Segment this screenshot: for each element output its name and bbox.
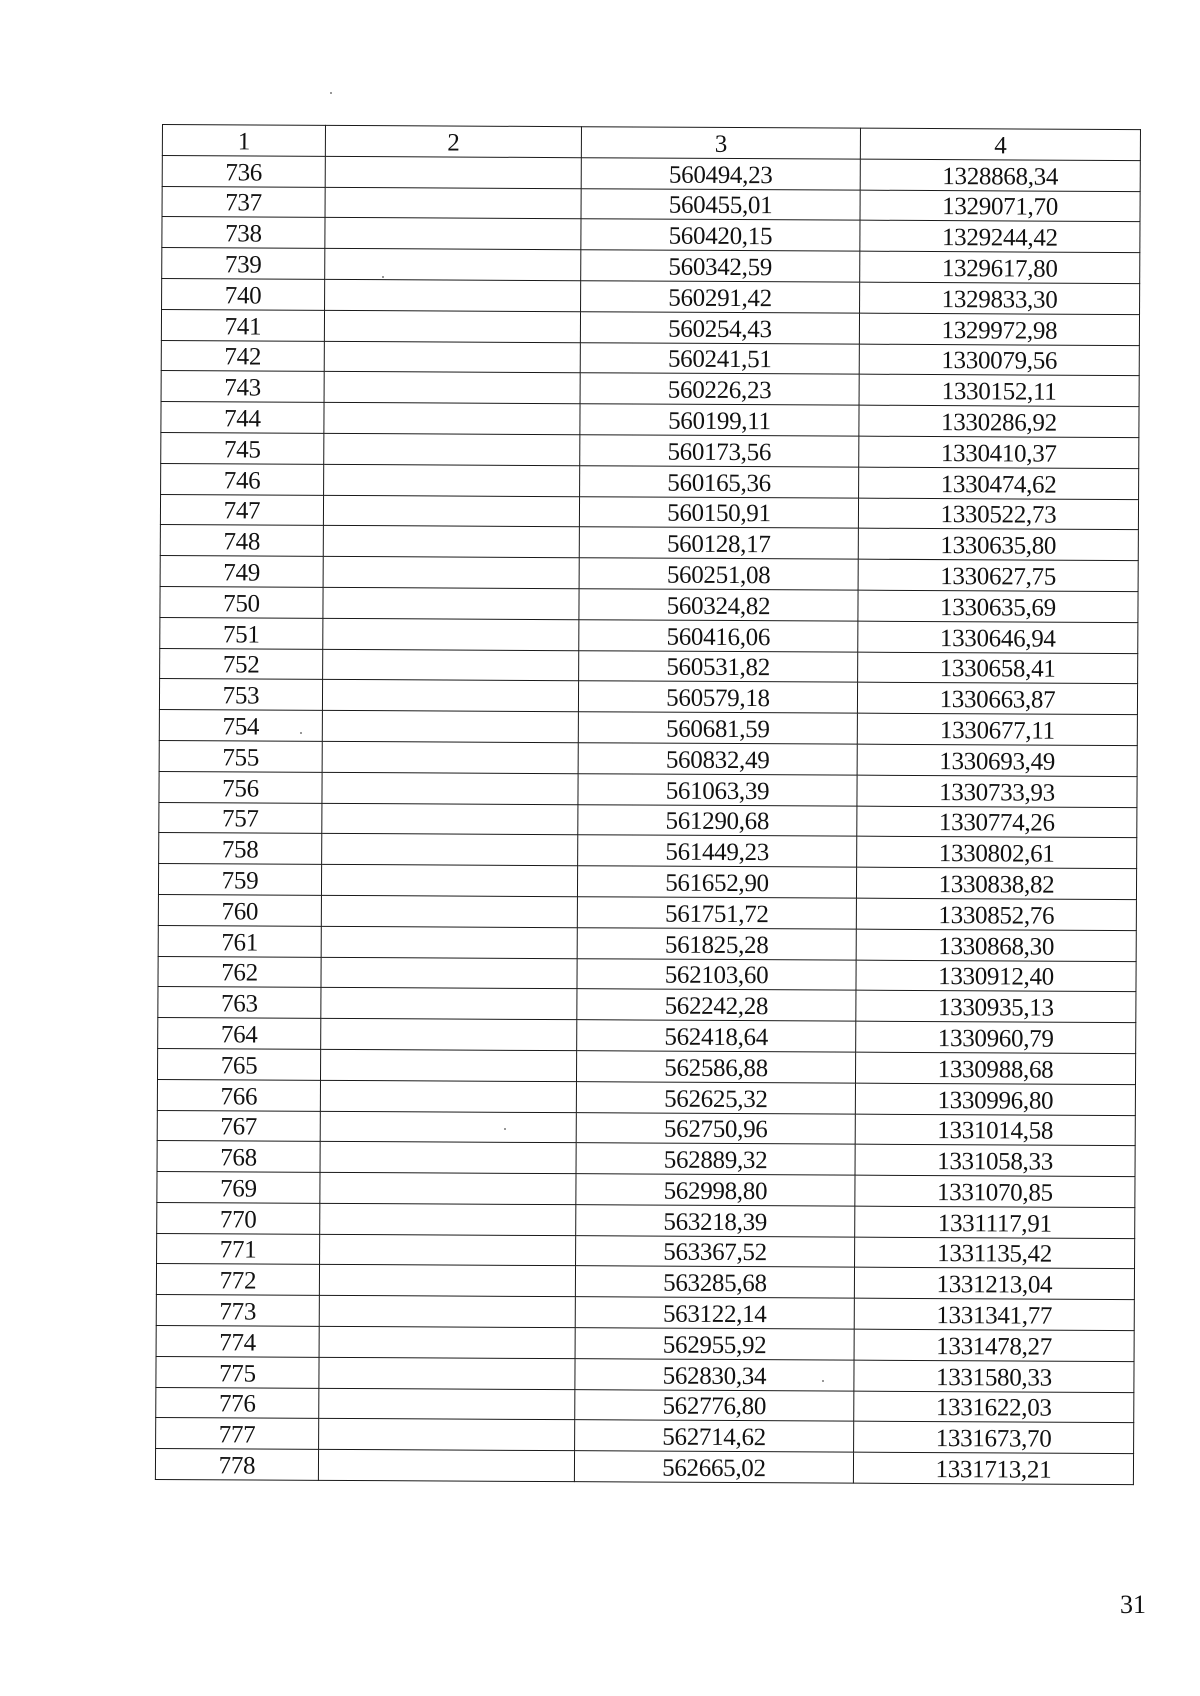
y-coordinate-cell: 1329833,30 [860, 282, 1140, 314]
x-coordinate-cell: 560832,49 [578, 743, 857, 775]
y-coordinate-cell: 1330733,93 [857, 775, 1137, 807]
x-coordinate-cell: 562776,80 [575, 1389, 854, 1421]
point-number-cell: 777 [156, 1418, 319, 1450]
x-coordinate-cell: 562889,32 [576, 1143, 855, 1175]
point-number-cell: 749 [160, 556, 323, 588]
point-number-cell: 760 [158, 894, 321, 926]
point-number-cell: 770 [157, 1202, 320, 1234]
y-coordinate-cell: 1330522,73 [858, 498, 1138, 530]
column-2-cell [319, 1388, 575, 1420]
x-coordinate-cell: 561063,39 [578, 773, 857, 805]
column-2-cell [320, 1203, 576, 1235]
point-number-cell: 761 [158, 925, 321, 957]
y-coordinate-cell: 1329617,80 [860, 251, 1140, 283]
point-number-cell: 764 [158, 1018, 321, 1050]
table-row [161, 309, 1139, 345]
y-coordinate-cell: 1331135,42 [855, 1237, 1135, 1269]
table-row [159, 710, 1137, 746]
table-row [159, 771, 1137, 807]
y-coordinate-cell: 1328868,34 [860, 159, 1140, 191]
x-coordinate-cell: 562830,34 [575, 1359, 854, 1391]
y-coordinate-cell: 1331341,77 [854, 1298, 1134, 1330]
x-coordinate-cell: 563285,68 [575, 1266, 854, 1298]
table-row [156, 1418, 1134, 1454]
column-2-cell [323, 649, 579, 681]
point-number-cell: 774 [156, 1326, 319, 1358]
column-2-cell [321, 1018, 577, 1050]
table-row [156, 1356, 1134, 1392]
table-row [160, 648, 1138, 684]
column-2-cell [322, 834, 578, 866]
y-coordinate-cell: 1330988,68 [855, 1052, 1135, 1084]
y-coordinate-cell: 1330852,76 [856, 898, 1136, 930]
y-coordinate-cell: 1330868,30 [856, 929, 1136, 961]
point-number-cell: 767 [157, 1110, 320, 1142]
x-coordinate-cell: 561652,90 [577, 866, 856, 898]
coordinates-table [155, 124, 1141, 1485]
column-2-cell [322, 741, 578, 773]
point-number-cell: 737 [162, 186, 325, 218]
y-coordinate-cell: 1331213,04 [854, 1268, 1134, 1300]
y-coordinate-cell: 1330474,62 [859, 467, 1139, 499]
point-number-cell: 759 [158, 864, 321, 896]
y-coordinate-cell: 1329244,42 [860, 221, 1140, 253]
column-2-cell [320, 1049, 576, 1081]
table-row [162, 248, 1140, 284]
y-coordinate-cell: 1330410,37 [859, 436, 1139, 468]
x-coordinate-cell: 563367,52 [576, 1235, 855, 1267]
y-coordinate-cell: 1331478,27 [854, 1329, 1134, 1361]
x-coordinate-cell: 562750,96 [576, 1112, 855, 1144]
x-coordinate-cell: 560681,59 [578, 712, 857, 744]
x-coordinate-cell: 562586,88 [576, 1051, 855, 1083]
x-coordinate-cell: 561449,23 [578, 835, 857, 867]
point-number-cell: 768 [157, 1141, 320, 1173]
table-row [161, 402, 1139, 438]
table-row [157, 1141, 1135, 1177]
x-coordinate-cell: 560165,36 [580, 465, 859, 497]
x-coordinate-cell: 561751,72 [577, 897, 856, 929]
table-row [159, 833, 1137, 869]
column-2-cell [323, 618, 579, 650]
table-row [157, 1202, 1135, 1238]
x-coordinate-cell: 560455,01 [581, 188, 860, 220]
column-2-cell [325, 156, 581, 188]
column-2-cell [324, 310, 580, 342]
point-number-cell: 752 [160, 648, 323, 680]
x-coordinate-cell: 560342,59 [581, 250, 860, 282]
y-coordinate-cell: 1330774,26 [857, 806, 1137, 838]
y-coordinate-cell: 1330677,11 [857, 713, 1137, 745]
point-number-cell: 744 [161, 402, 324, 434]
y-coordinate-cell: 1330635,69 [858, 590, 1138, 622]
column-2-cell [324, 464, 580, 496]
point-number-cell: 775 [156, 1356, 319, 1388]
column-2-cell [321, 988, 577, 1020]
column-2-cell [321, 926, 577, 958]
x-coordinate-cell: 563218,39 [576, 1205, 855, 1237]
x-coordinate-cell: 560128,17 [579, 527, 858, 559]
column-2-cell [325, 249, 581, 281]
point-number-cell: 754 [159, 710, 322, 742]
column-2-cell [324, 403, 580, 435]
y-coordinate-cell: 1330802,61 [857, 836, 1137, 868]
column-2-cell [322, 772, 578, 804]
column-2-cell [323, 495, 579, 527]
table-row [159, 802, 1137, 838]
x-coordinate-cell: 560579,18 [578, 681, 857, 713]
point-number-cell: 743 [161, 371, 324, 403]
point-number-cell: 750 [160, 586, 323, 618]
table-row [156, 1295, 1134, 1331]
column-2-cell [325, 187, 581, 219]
x-coordinate-cell: 560254,43 [580, 311, 859, 343]
point-number-cell: 771 [157, 1233, 320, 1265]
header-cell-2: 2 [325, 125, 581, 157]
table-row [157, 1110, 1135, 1146]
point-number-cell: 739 [162, 248, 325, 280]
y-coordinate-cell: 1330693,49 [857, 744, 1137, 776]
y-coordinate-cell: 1331058,33 [855, 1144, 1135, 1176]
point-number-cell: 755 [159, 740, 322, 772]
table-row [158, 1018, 1136, 1054]
point-number-cell: 738 [162, 217, 325, 249]
point-number-cell: 769 [157, 1172, 320, 1204]
scan-speck [382, 276, 384, 278]
table-row [157, 1079, 1135, 1115]
column-2-cell [321, 895, 577, 927]
y-coordinate-cell: 1330838,82 [856, 867, 1136, 899]
point-number-cell: 753 [159, 679, 322, 711]
table-row [158, 956, 1136, 992]
x-coordinate-cell: 560416,06 [579, 619, 858, 651]
table-row [160, 525, 1138, 561]
header-cell-3: 3 [581, 127, 860, 159]
point-number-cell: 766 [157, 1079, 320, 1111]
column-2-cell [320, 1234, 576, 1266]
table-row [156, 1264, 1134, 1300]
point-number-cell: 772 [156, 1264, 319, 1296]
y-coordinate-cell: 1330960,79 [856, 1021, 1136, 1053]
column-2-cell [325, 279, 581, 311]
x-coordinate-cell: 562955,92 [575, 1328, 854, 1360]
column-2-cell [322, 803, 578, 835]
y-coordinate-cell: 1330658,41 [858, 652, 1138, 684]
y-coordinate-cell: 1330663,87 [857, 682, 1137, 714]
x-coordinate-cell: 562625,32 [576, 1081, 855, 1113]
point-number-cell: 765 [157, 1048, 320, 1080]
point-number-cell: 748 [160, 525, 323, 557]
x-coordinate-cell: 561290,68 [578, 804, 857, 836]
column-2-cell [325, 218, 581, 250]
table-row [162, 155, 1140, 191]
column-2-cell [322, 710, 578, 742]
column-2-cell [323, 557, 579, 589]
column-2-cell [324, 433, 580, 465]
x-coordinate-cell: 561825,28 [577, 927, 856, 959]
column-2-cell [319, 1326, 575, 1358]
column-2-cell [321, 957, 577, 989]
table-row [159, 679, 1137, 715]
point-number-cell: 757 [159, 802, 322, 834]
x-coordinate-cell: 560324,82 [579, 589, 858, 621]
y-coordinate-cell: 1331673,70 [854, 1422, 1134, 1454]
y-coordinate-cell: 1330912,40 [856, 960, 1136, 992]
table-row [156, 1326, 1134, 1362]
y-coordinate-cell: 1331713,21 [853, 1452, 1133, 1484]
column-2-cell [324, 372, 580, 404]
x-coordinate-cell: 560173,56 [580, 435, 859, 467]
table-header [162, 125, 1140, 161]
scan-speck [504, 1128, 506, 1130]
table-row [161, 463, 1139, 499]
y-coordinate-cell: 1330152,11 [859, 375, 1139, 407]
table-row [162, 278, 1140, 314]
y-coordinate-cell: 1331117,91 [855, 1206, 1135, 1238]
table-row [161, 340, 1139, 376]
x-coordinate-cell: 560241,51 [580, 342, 859, 374]
table-row [159, 740, 1137, 776]
scan-speck [300, 732, 302, 734]
point-number-cell: 763 [158, 987, 321, 1019]
table-row [157, 1233, 1135, 1269]
page-number: 31 [1120, 1590, 1146, 1619]
point-number-cell: 745 [161, 432, 324, 464]
table-row [162, 186, 1140, 222]
y-coordinate-cell: 1330935,13 [856, 990, 1136, 1022]
point-number-cell: 773 [156, 1295, 319, 1327]
point-number-cell: 747 [160, 494, 323, 526]
point-number-cell: 746 [161, 463, 324, 495]
point-number-cell: 736 [162, 155, 325, 187]
x-coordinate-cell: 562998,80 [576, 1174, 855, 1206]
table-row [158, 987, 1136, 1023]
x-coordinate-cell: 560199,11 [580, 404, 859, 436]
x-coordinate-cell: 560420,15 [581, 219, 860, 251]
y-coordinate-cell: 1331014,58 [855, 1114, 1135, 1146]
table-row [157, 1048, 1135, 1084]
x-coordinate-cell: 562418,64 [577, 1020, 856, 1052]
column-2-cell [320, 1172, 576, 1204]
column-2-cell [319, 1296, 575, 1328]
point-number-cell: 740 [162, 278, 325, 310]
column-2-cell [319, 1265, 575, 1297]
x-coordinate-cell: 560494,23 [581, 157, 860, 189]
x-coordinate-cell: 560251,08 [579, 558, 858, 590]
x-coordinate-cell: 560531,82 [579, 650, 858, 682]
table-row [157, 1172, 1135, 1208]
x-coordinate-cell: 562242,28 [577, 989, 856, 1021]
y-coordinate-cell: 1330286,92 [859, 405, 1139, 437]
column-2-cell [319, 1357, 575, 1389]
column-2-cell [323, 526, 579, 558]
table-row [158, 864, 1136, 900]
y-coordinate-cell: 1329071,70 [860, 190, 1140, 222]
column-2-cell [320, 1080, 576, 1112]
table-row [160, 494, 1138, 530]
column-2-cell [324, 341, 580, 373]
column-2-cell [323, 587, 579, 619]
column-2-cell [318, 1450, 574, 1482]
x-coordinate-cell: 562665,02 [574, 1451, 853, 1483]
y-coordinate-cell: 1330627,75 [858, 559, 1138, 591]
table-row [158, 925, 1136, 961]
table-row [158, 894, 1136, 930]
y-coordinate-cell: 1330635,80 [858, 529, 1138, 561]
y-coordinate-cell: 1330996,80 [855, 1083, 1135, 1115]
table-row [160, 586, 1138, 622]
header-cell-1: 1 [162, 125, 325, 157]
y-coordinate-cell: 1329972,98 [859, 313, 1139, 345]
point-number-cell: 762 [158, 956, 321, 988]
column-2-cell [322, 680, 578, 712]
point-number-cell: 756 [159, 771, 322, 803]
point-number-cell: 741 [161, 309, 324, 341]
table-row [156, 1387, 1134, 1423]
x-coordinate-cell: 560226,23 [580, 373, 859, 405]
scan-speck [822, 1380, 824, 1382]
x-coordinate-cell: 563122,14 [575, 1297, 854, 1329]
y-coordinate-cell: 1330646,94 [858, 621, 1138, 653]
table-row [161, 371, 1139, 407]
point-number-cell: 778 [155, 1449, 318, 1481]
table-row [162, 217, 1140, 253]
table-row [155, 1449, 1133, 1485]
scan-speck [330, 92, 332, 94]
column-2-cell [320, 1111, 576, 1143]
x-coordinate-cell: 560150,91 [579, 496, 858, 528]
column-2-cell [320, 1142, 576, 1174]
point-number-cell: 758 [159, 833, 322, 865]
column-2-cell [321, 864, 577, 896]
point-number-cell: 751 [160, 617, 323, 649]
y-coordinate-cell: 1331580,33 [854, 1360, 1134, 1392]
table-body [155, 155, 1140, 1484]
table-row [161, 432, 1139, 468]
y-coordinate-cell: 1331070,85 [855, 1175, 1135, 1207]
table-row [160, 617, 1138, 653]
table-row [160, 556, 1138, 592]
header-cell-4: 4 [860, 128, 1140, 160]
header-row [162, 125, 1140, 161]
column-2-cell [319, 1419, 575, 1451]
x-coordinate-cell: 562714,62 [575, 1420, 854, 1452]
y-coordinate-cell: 1330079,56 [859, 344, 1139, 376]
point-number-cell: 742 [161, 340, 324, 372]
x-coordinate-cell: 560291,42 [581, 281, 860, 313]
point-number-cell: 776 [156, 1387, 319, 1419]
x-coordinate-cell: 562103,60 [577, 958, 856, 990]
y-coordinate-cell: 1331622,03 [854, 1391, 1134, 1423]
